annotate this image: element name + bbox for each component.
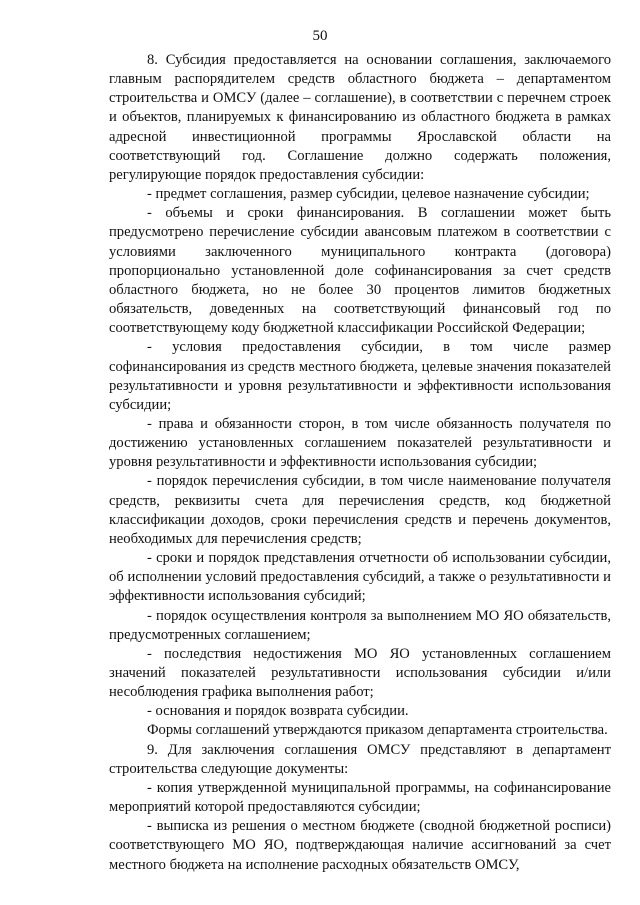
list-item-reporting: - сроки и порядок представления отчетности об использовании субсидии, об исполнении условий предоставления субсидий, а также о результативности и эффективности использования субсидий; <box>109 550 611 605</box>
paragraph-clause-8: 8. Субсидия предоставляется на основании соглашения, заключаемого главным распорядителем средств областного бюджета – департаментом строительства и ОМСУ (далее – соглашение), в соответствии с перечнем строек и объектов, планируемых к финансированию из областного бюджета в рамках адресной инвестиционной программы Ярославской области на соответствующий год. Соглашение должно содержать положения, регулирующие порядок предоставления субсидии: <box>109 52 611 183</box>
list-item-volumes: - объемы и сроки финансирования. В соглашении может быть предусмотрено перечисление субсидии авансовым платежом в соответствии с условиями заключенного муниципального контракта (договора) пропорционально установленной доле софинансирования за счет средств областного бюджета, но не более 30 процентов лимитов бюджетных обязательств, доведенных на соответствующий финансовый год по соответствующему коду бюджетной классификации Российской Федерации; <box>109 205 611 337</box>
list-item-control: - порядок осуществления контроля за выполнением МО ЯО обязательств, предусмотренных соглашением; <box>109 607 611 643</box>
list-item-subject: - предмет соглашения, размер субсидии, целевое назначение субсидии; <box>147 186 590 203</box>
list-item-rights: - права и обязанности сторон, в том числе обязанность получателя по достижению установленных соглашением показателей результативности и уровня результативности и эффективности использования субсидии; <box>109 415 611 471</box>
list-item-consequences: - последствия недостижения МО ЯО установленных соглашением значений показателей результативности использования субсидии и/или несоблюдения графика выполнения работ; <box>109 645 611 701</box>
paragraph-forms: Формы соглашений утверждаются приказом департамента строительства. <box>147 722 608 739</box>
document-body <box>109 51 611 875</box>
page-number: 50 <box>312 28 328 44</box>
paragraph-clause-9: 9. Для заключения соглашения ОМСУ представляют в департамент строительства следующие документы: <box>109 741 611 777</box>
list-item-conditions: - условия предоставления субсидии, в том числе размер софинансирования из средств местного бюджета, целевые значения показателей результативности и уровня результативности и эффективности использования субсидии; <box>109 339 611 413</box>
list-item-budget-extract: - выписка из решения о местном бюджете (сводной бюджетной росписи) соответствующего МО ЯО, подтверждающая наличие ассигнований за счет местного бюджета на исполнение расходных обязательств ОМСУ, <box>109 818 611 873</box>
list-item-transfer-order: - порядок перечисления субсидии, в том числе наименование получателя средств, реквизиты счета для перечисления средств, код бюджетной классификации доходов, сроки перечисления средств и перечень документов, необходимых для перечисления средств; <box>109 473 611 547</box>
list-item-program-copy: - копия утвержденной муниципальной программы, на софинансирование мероприятий которой предоставляются субсидии; <box>109 779 611 816</box>
list-item-refund: - основания и порядок возврата субсидии. <box>147 703 409 720</box>
